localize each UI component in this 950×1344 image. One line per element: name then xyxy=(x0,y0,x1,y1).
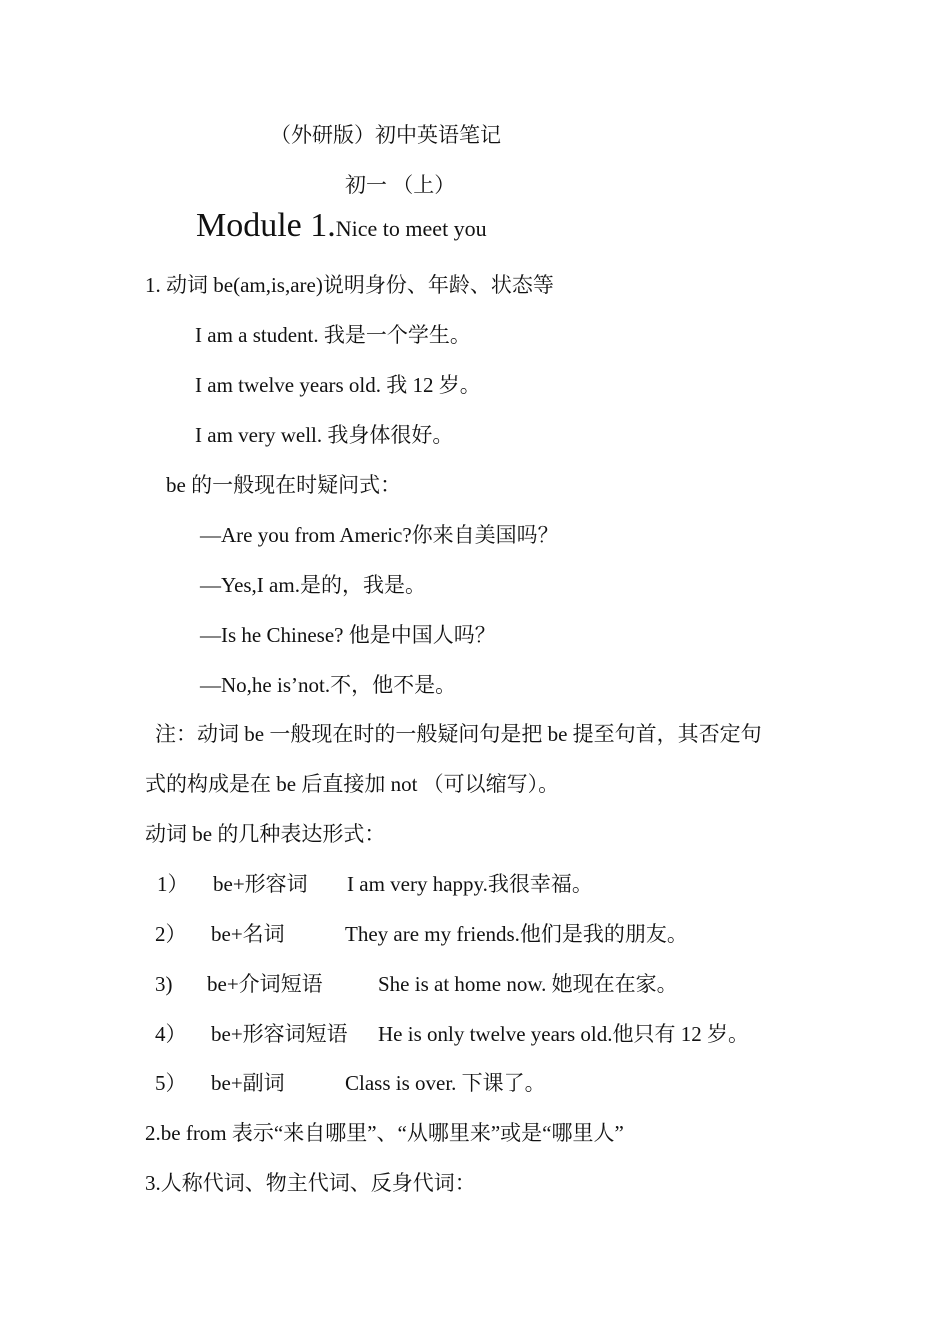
document-title: （外研版）初中英语笔记 xyxy=(270,123,501,147)
module-heading xyxy=(196,206,487,249)
form-number: 3) xyxy=(155,972,173,996)
form-pattern: be+形容词 xyxy=(213,872,308,896)
example-line: I am twelve years old. 我 12 岁。 xyxy=(195,373,481,397)
form-number: 4） xyxy=(155,1022,187,1046)
note-line: 式的构成是在 be 后直接加 not （可以缩写）。 xyxy=(145,772,560,796)
dialogue-line: —No,he is’not.不，他不是。 xyxy=(200,673,457,697)
form-example: She is at home now. 她现在在家。 xyxy=(378,972,678,996)
form-pattern: be+介词短语 xyxy=(207,972,323,996)
note-line: 注：动词 be 一般现在时的一般疑问句是把 be 提至句首，其否定句 xyxy=(155,722,762,746)
module-title: Nice to meet you xyxy=(335,216,487,241)
point-1: 1. 动词 be(am,is,are)说明身份、年龄、状态等 xyxy=(145,273,554,297)
form-example: They are my friends.他们是我的朋友。 xyxy=(345,922,688,946)
point-3: 3.人称代词、物主代词、反身代词： xyxy=(145,1171,476,1195)
example-line: I am a student. 我是一个学生。 xyxy=(195,323,471,347)
form-number: 5） xyxy=(155,1071,187,1095)
form-example: He is only twelve years old.他只有 12 岁。 xyxy=(378,1022,749,1046)
example-line: I am very well. 我身体很好。 xyxy=(195,423,454,447)
point-2: 2.be from 表示“来自哪里”、“从哪里来”或是“哪里人” xyxy=(145,1121,624,1145)
dialogue-line: —Are you from Americ?你来自美国吗？ xyxy=(200,523,559,547)
module-number: Module 1. xyxy=(196,207,336,244)
dialogue-line: —Yes,I am.是的，我是。 xyxy=(200,573,426,597)
document-subtitle: 初一 （上） xyxy=(345,173,456,197)
form-number: 2） xyxy=(155,922,187,946)
form-pattern: be+形容词短语 xyxy=(211,1022,348,1046)
form-example: Class is over. 下课了。 xyxy=(345,1071,546,1095)
form-example: I am very happy.我很幸福。 xyxy=(347,872,593,896)
dialogue-line: —Is he Chinese? 他是中国人吗？ xyxy=(200,623,496,647)
subheading-question-form: be 的一般现在时疑问式： xyxy=(166,473,402,497)
form-pattern: be+名词 xyxy=(211,922,285,946)
form-pattern: be+副词 xyxy=(211,1071,285,1095)
subheading-forms: 动词 be 的几种表达形式： xyxy=(145,822,386,846)
form-number: 1） xyxy=(157,872,189,896)
